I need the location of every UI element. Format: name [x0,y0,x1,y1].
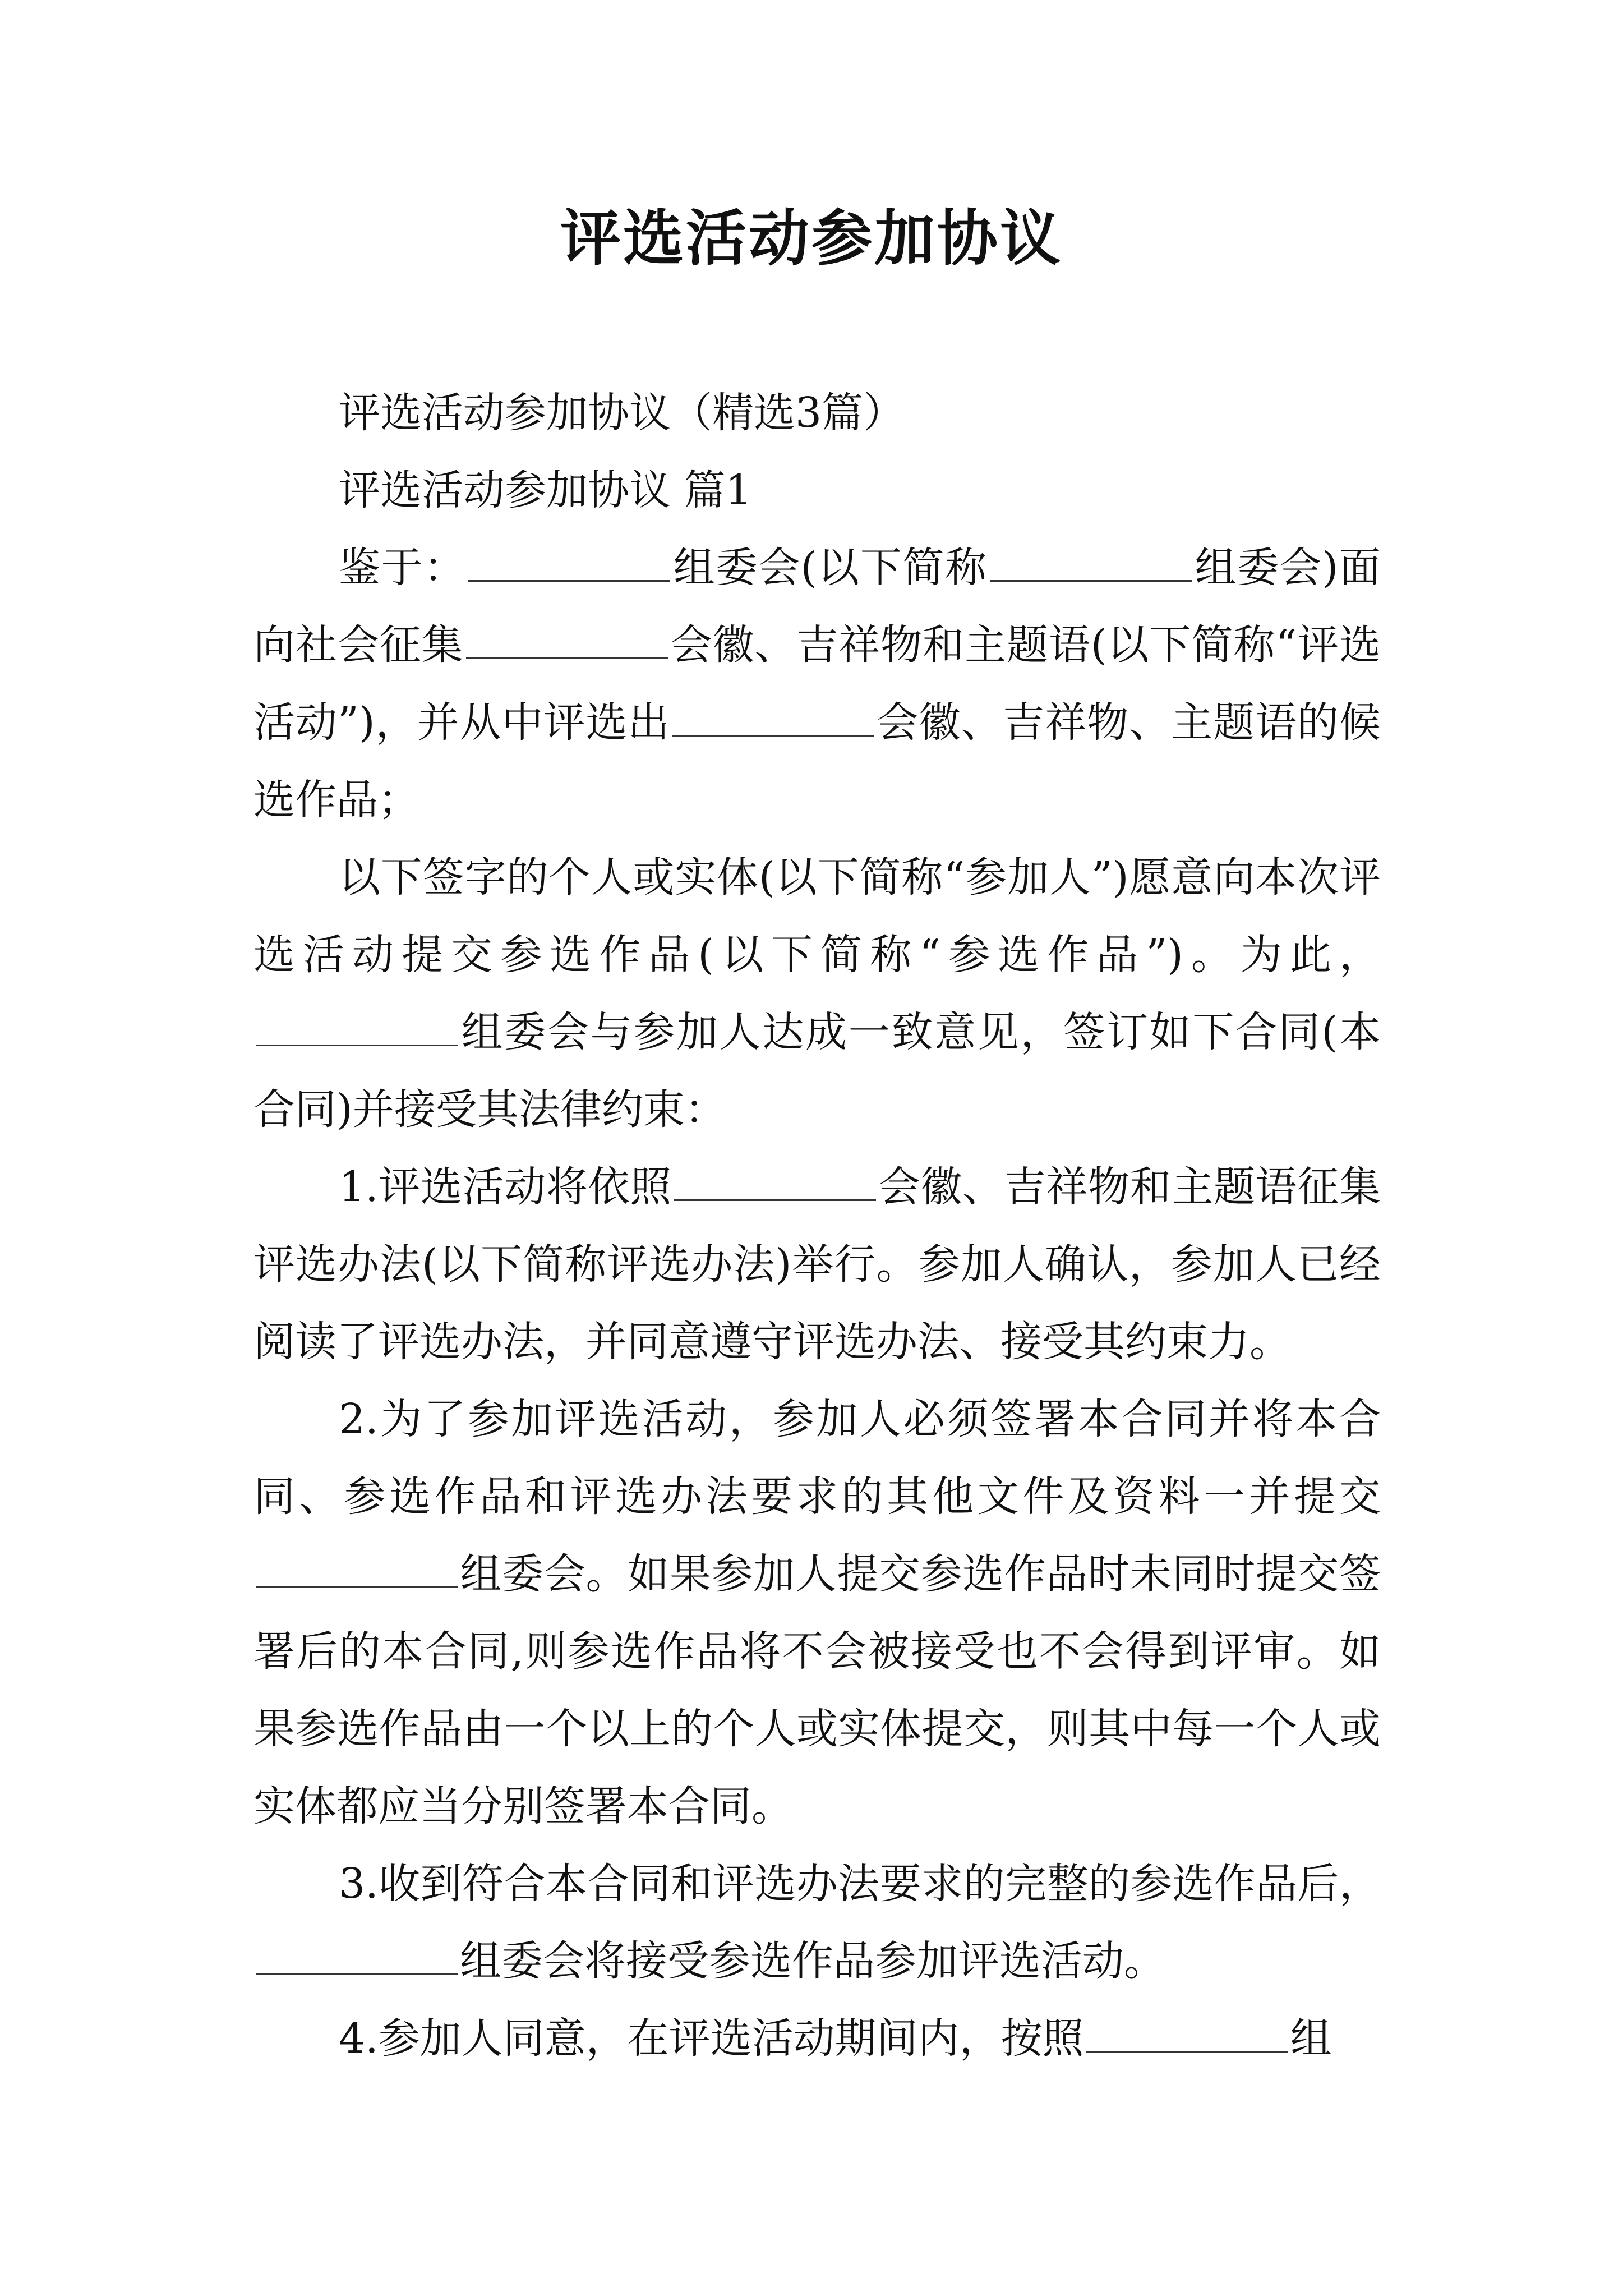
blank-field[interactable] [468,543,670,582]
subtitle-paragraph: 评选活动参加协议（精选3篇） [339,389,905,437]
paragraph-clause-1 [253,1148,1381,1381]
text-run: 组 [1290,2014,1332,2063]
paragraph-clause-2 [253,1381,1381,1845]
text-run: 组委会。如果参加人提交参选作品时未同时提交签署后的本合同,则参选作品将不会被接受也不会得到评审。如果参选作品由一个以上的个人或实体提交，则其中每一个人或实体都应当分别签署本合同。 [253,1550,1381,1830]
document-body [253,374,1381,2077]
paragraph-clause-3 [253,1845,1381,2000]
text-run: 组委会与参加人达成一致意见，签订如下合同(本合同)并接受其法律约束： [253,1008,1381,1134]
text-run: 组委会(以下简称 [672,544,988,592]
paragraph-recitals [253,529,1381,839]
blank-field[interactable] [674,1162,876,1201]
text-run: 以下签字的个人或实体(以下简称“参加人”)愿意向本次评选活动提交参选作品(以下简称“参选作品”)。为此， [253,853,1381,979]
text-run: 1.评选活动将依照 [339,1163,672,1211]
text-run: 组委会)面向社会征集 [253,544,1381,669]
blank-field[interactable] [256,1936,458,1975]
blank-field[interactable] [672,698,874,737]
section-heading: 评选活动参加协议 篇1 [339,466,752,514]
text-run: 鉴于： [339,544,466,592]
text-run: 4.参加人同意，在评选活动期间内，按照 [339,2014,1084,2063]
text-run: 3.收到符合本合同和评选办法要求的完整的参选作品后， [339,1860,1381,1908]
text-run: 2.为了参加评选活动，参加人必须签署本合同并将本合同、参选作品和评选办法要求的其他文件及资料一并提交 [253,1395,1381,1521]
text-run: 组委会将接受参选作品参加评选活动。 [460,1937,1165,1985]
text-run: 会徽、吉祥物和主题语征集评选办法(以下简称评选办法)举行。参加人确认，参加人已经阅读了评选办法，并同意遵守评选办法、接受其约束力。 [253,1163,1381,1366]
paragraph-parties [253,839,1381,1148]
blank-field[interactable] [990,543,1192,582]
blank-field[interactable] [1086,2014,1288,2053]
document-title: 评选活动参加协议 [560,203,1063,274]
text-run: 会徽、吉祥物、主题语的候选作品； [253,698,1381,824]
paragraph-clause-4 [253,2000,1381,2077]
blank-field[interactable] [466,620,668,659]
text-run: 会徽、吉祥物和主题语(以下简称“评选活动”)，并从中评选出 [253,621,1381,747]
blank-field[interactable] [256,1549,458,1588]
blank-field[interactable] [256,1007,458,1046]
